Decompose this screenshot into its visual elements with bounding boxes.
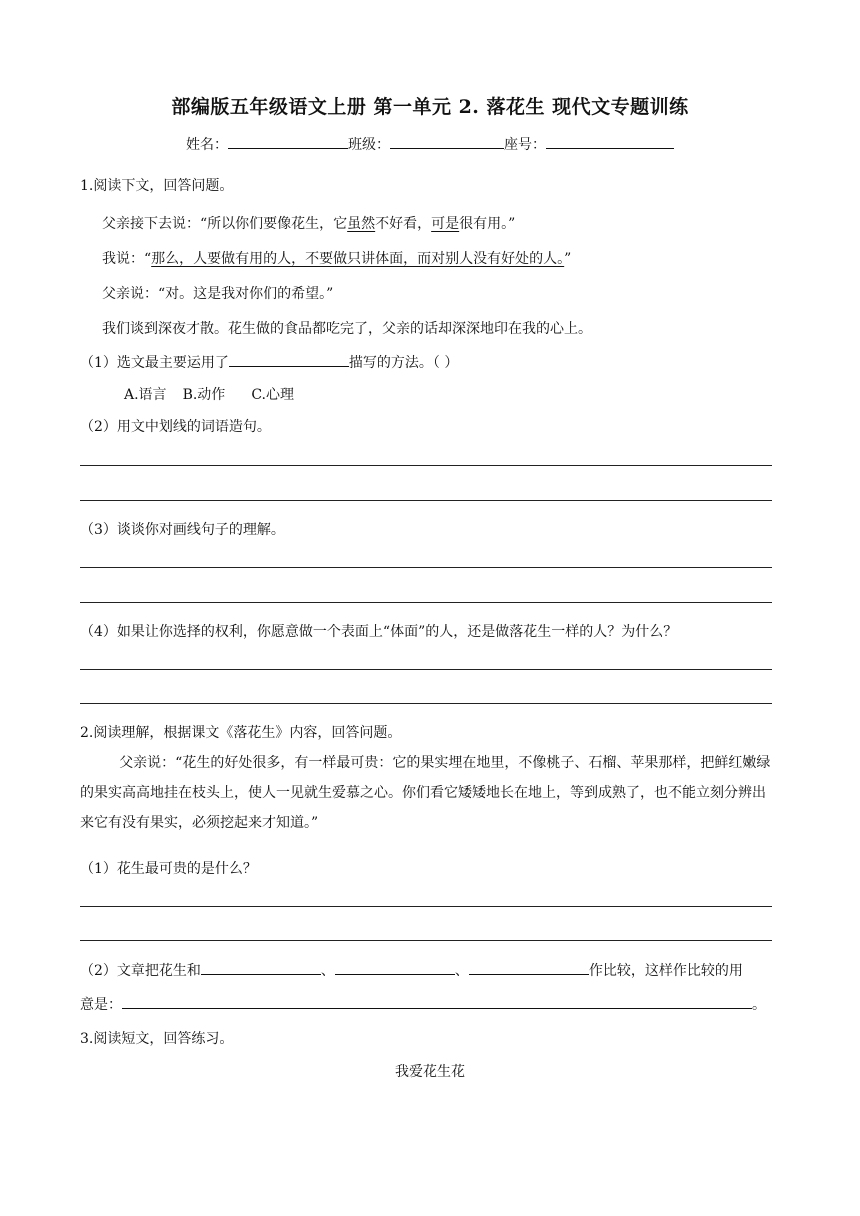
- q2-sub2-line-2: 意是： 。: [80, 997, 766, 1013]
- underlined-sentence: 那么，人要做有用的人，不要做只讲体面，而对别人没有好处的人。: [151, 251, 565, 267]
- q1-sub3: （3）谈谈你对画线句子的理解。: [80, 522, 285, 538]
- answer-line[interactable]: [80, 465, 772, 466]
- student-info-line: [0, 134, 860, 154]
- q1-passage-line-1: 父亲接下去说：“所以你们要像花生，它虽然不好看，可是很有用。”: [102, 216, 516, 232]
- page-title: 部编版五年级语文上册 第一单元 2. 落花生 现代文专题训练: [171, 96, 689, 118]
- answer-line[interactable]: [80, 703, 772, 704]
- q2-purpose-blank[interactable]: [122, 995, 752, 1009]
- q2-sub1: （1）花生最可贵的是什么？: [80, 861, 257, 877]
- answer-line[interactable]: [80, 567, 772, 568]
- answer-line[interactable]: [80, 669, 772, 670]
- q2-passage: 父亲说：“花生的好处很多，有一样最可贵：它的果实埋在地里，不像桃子、石榴、苹果那样，把鲜红嫩绿的果实高高地挂在枝头上，使人一见就生爱慕之心。你们看它矮矮地长在地上，等到成熟了，也不能立刻分辨出来它有没有果实，必须挖起来才知道。”: [80, 755, 771, 831]
- q1-heading: 1.阅读下文，回答问题。: [80, 178, 234, 194]
- q3-heading: 3.阅读短文，回答练习。: [80, 1031, 234, 1047]
- q1-passage-line-4: 我们谈到深夜才散。花生做的食品都吃完了，父亲的话却深深地印在我的心上。: [102, 321, 592, 337]
- seat-label: 座号：: [504, 137, 546, 153]
- class-blank[interactable]: [390, 135, 504, 149]
- answer-line[interactable]: [80, 906, 772, 907]
- answer-line[interactable]: [80, 940, 772, 941]
- q2-blank-1[interactable]: [201, 961, 321, 975]
- q1-sub1: （1）选文最主要运用了 描写的方法。（ ）: [80, 355, 459, 371]
- q1-sub1-blank[interactable]: [229, 353, 349, 367]
- class-label: 班级：: [348, 137, 390, 153]
- seat-blank[interactable]: [546, 135, 674, 149]
- answer-line[interactable]: [80, 602, 772, 603]
- name-blank[interactable]: [228, 135, 348, 149]
- q1-sub1-options: [124, 384, 294, 404]
- name-label: 姓名：: [186, 137, 228, 153]
- q1-passage-line-2: 我说：“那么，人要做有用的人，不要做只讲体面，而对别人没有好处的人。”: [102, 251, 572, 267]
- underlined-word-keshi: 可是: [431, 216, 460, 232]
- q2-sub2-line-1: （2）文章把花生和 、 、 作比较，这样作比较的用: [80, 963, 743, 979]
- underlined-word-suiran: 虽然: [347, 216, 376, 232]
- option-a[interactable]: A.语言: [124, 387, 167, 403]
- q2-blank-2[interactable]: [335, 961, 455, 975]
- q1-passage-line-3: 父亲说：“对。这是我对你们的希望。”: [102, 286, 334, 302]
- q2-blank-3[interactable]: [469, 961, 589, 975]
- option-b[interactable]: B.动作: [182, 387, 226, 403]
- q1-sub4: （4）如果让你选择的权利，你愿意做一个表面上“体面”的人，还是做落花生一样的人？为什么？: [80, 624, 678, 640]
- q2-heading: 2.阅读理解，根据课文《落花生》内容，回答问题。: [80, 725, 402, 741]
- option-c[interactable]: C.心理: [251, 387, 294, 403]
- q3-passage-title: 我爱花生花: [395, 1064, 465, 1080]
- q1-sub2: （2）用文中划线的词语造句。: [80, 419, 271, 435]
- answer-line[interactable]: [80, 500, 772, 501]
